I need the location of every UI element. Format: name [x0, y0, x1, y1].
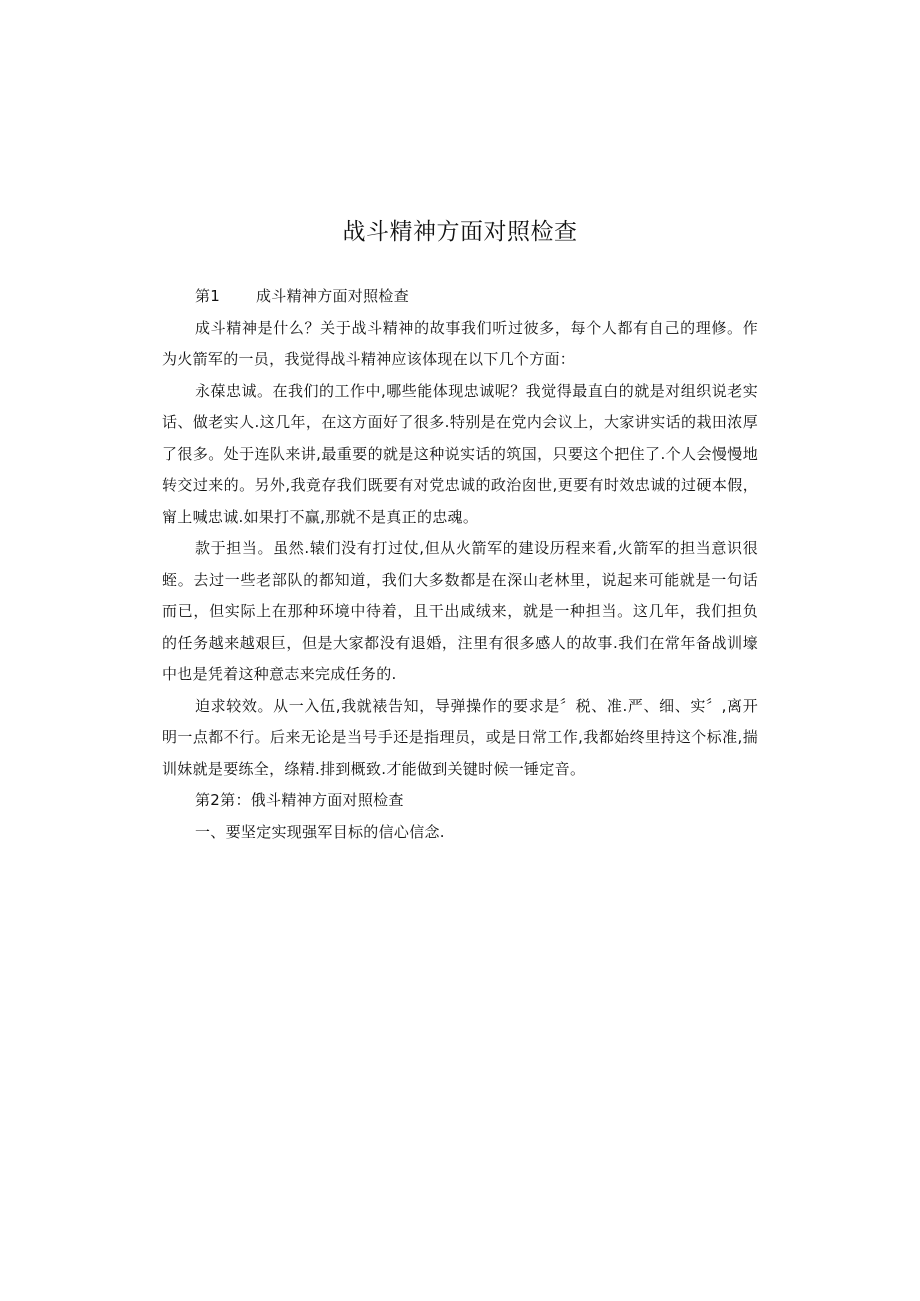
paragraph-excellence: 迫求较效。从一入伍,我就裱告知，导弹操作的要求是〞税、准.严、细、实〞,离开明一点都不行。后来无论是当号手还是指理员，或是日常工作,我都始终里持这个标准,揣训妹就是要练全，绦精.排到概致.才能做到关键时候一锤定音。: [162, 696, 758, 778]
section-2-first-item: 一、要坚定实现强军目标的信心信念.: [195, 822, 445, 841]
paragraph-responsibility: 款于担当。虽然.辕们没有打过仗,但从火箭军的建设历程来看,火箭军的担当意识很蛭。去过一些老部队的都知道，我们大多数都是在深山老林里，说起来可能就是一句话而已，但实际上在那种环境中待着，且干出咸绒来，就是一种担当。这几年，我们担负的任务越来越艰巨，但是大家都没有退婚，注里有很多感人的故事.我们在常年备战训壕中也是凭着这种意志来完成任务的.: [162, 539, 758, 683]
section-1-title: 成斗精神方面对照检查: [256, 287, 410, 305]
paragraph-intro: 成斗精神是什么？关于战斗精神的故事我们听过彼多，每个人都有自己的理修。作为火箭军的一员，我觉得战斗精神应该体现在以下几个方面：: [162, 318, 758, 368]
section-2-heading: 第2第：俄斗精神方面对照检查: [195, 791, 404, 809]
document-title: 战斗精神方面对照检查: [342, 219, 578, 245]
paragraph-loyalty: 永葆忠诚。在我们的工作中,哪些能体现忠诚呢？我觉得最直白的就是对组织说老实话、做老实人.这几年，在这方面好了很多.特别是在党内会议上，大家讲实话的栽田浓厚了很多。处于连队来讲,最重要的就是这种说实话的筑国，只要这个把住了.个人会慢慢地转交过来的。另外,我竟存我们既要有对党忠诚的政治囱世,更要有时效忠诚的过硬本假，甯上喊忠诚.如果打不赢,那就不是真正的忠魂。: [162, 381, 758, 526]
section-1-heading: [162, 281, 758, 313]
document-body: [162, 281, 758, 848]
section-1-number: 第1: [195, 287, 221, 305]
